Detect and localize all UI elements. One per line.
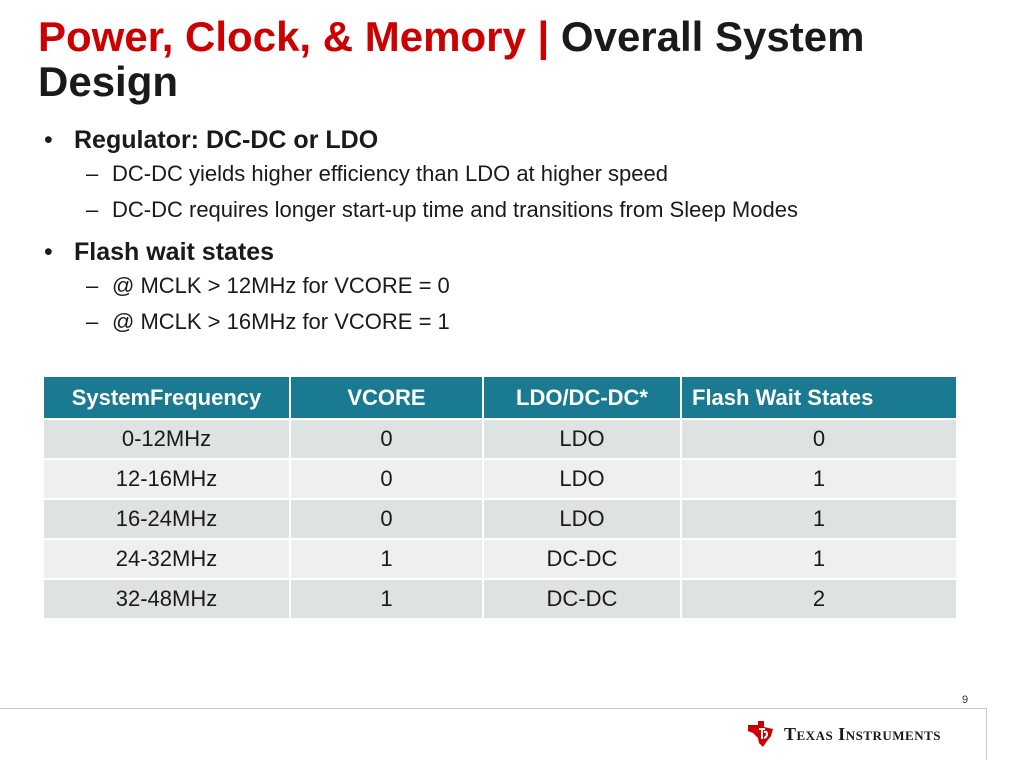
- table-row: [43, 579, 957, 619]
- sub-bullet-text: @ MCLK > 12MHz for VCORE = 0: [112, 273, 450, 298]
- sub-bullet: [44, 304, 1004, 340]
- cell-wait-states: 1: [681, 539, 957, 579]
- cell-regulator: DC-DC: [483, 539, 681, 579]
- sub-bullet: [44, 156, 1004, 192]
- cell-frequency: 16-24MHz: [43, 499, 290, 539]
- table-header-row: [43, 376, 957, 419]
- bullet-regulator: [44, 124, 1004, 156]
- dash-icon: –: [86, 161, 99, 186]
- sub-bullet-text: DC-DC yields higher efficiency than LDO at higher speed: [112, 161, 668, 186]
- bullet-dot-icon: •: [44, 238, 53, 266]
- cell-regulator: LDO: [483, 459, 681, 499]
- bullet-dot-icon: •: [44, 126, 53, 154]
- cell-frequency: 0-12MHz: [43, 419, 290, 459]
- dash-icon: –: [86, 309, 99, 334]
- cell-wait-states: 0: [681, 419, 957, 459]
- bullet-heading: Flash wait states: [74, 238, 275, 266]
- cell-wait-states: 1: [681, 499, 957, 539]
- footer-divider-vertical: [986, 708, 987, 760]
- cell-regulator: DC-DC: [483, 579, 681, 619]
- dash-icon: –: [86, 197, 99, 222]
- sub-bullet-text: @ MCLK > 16MHz for VCORE = 1: [112, 309, 450, 334]
- cell-wait-states: 2: [681, 579, 957, 619]
- page-number: 9: [962, 694, 969, 706]
- bullet-list: [44, 124, 1004, 340]
- texas-instruments-logo-icon: [746, 719, 776, 749]
- header-ldo-dcdc: LDO/DC-DC*: [483, 376, 681, 419]
- sub-bullet: [44, 192, 1004, 228]
- cell-vcore: 0: [290, 419, 483, 459]
- frequency-table: [42, 375, 958, 620]
- cell-vcore: 1: [290, 579, 483, 619]
- sub-bullet: [44, 268, 1004, 304]
- table-row: [43, 459, 957, 499]
- table-row: [43, 499, 957, 539]
- cell-frequency: 32-48MHz: [43, 579, 290, 619]
- table-row: [43, 419, 957, 459]
- header-system-frequency: SystemFrequency: [43, 376, 290, 419]
- logo-text: Texas Instruments: [784, 723, 941, 744]
- table-row: [43, 539, 957, 579]
- cell-wait-states: 1: [681, 459, 957, 499]
- cell-regulator: LDO: [483, 419, 681, 459]
- header-flash-wait-states: Flash Wait States: [681, 376, 957, 419]
- cell-regulator: LDO: [483, 499, 681, 539]
- sub-bullet-text: DC-DC requires longer start-up time and transitions from Sleep Modes: [112, 197, 798, 222]
- cell-vcore: 1: [290, 539, 483, 579]
- slide-title: [38, 14, 998, 104]
- cell-frequency: 12-16MHz: [43, 459, 290, 499]
- footer-divider: [0, 708, 986, 709]
- slide-title-topic: Power, Clock, & Memory |: [38, 13, 561, 60]
- cell-vcore: 0: [290, 499, 483, 539]
- bullet-flash-wait-states: [44, 236, 1004, 268]
- bullet-heading: Regulator: DC-DC or LDO: [74, 126, 379, 154]
- header-vcore: VCORE: [290, 376, 483, 419]
- cell-frequency: 24-32MHz: [43, 539, 290, 579]
- slide-title-subject: Overall System Design: [38, 13, 865, 105]
- company-logo: [746, 718, 941, 750]
- dash-icon: –: [86, 273, 99, 298]
- cell-vcore: 0: [290, 459, 483, 499]
